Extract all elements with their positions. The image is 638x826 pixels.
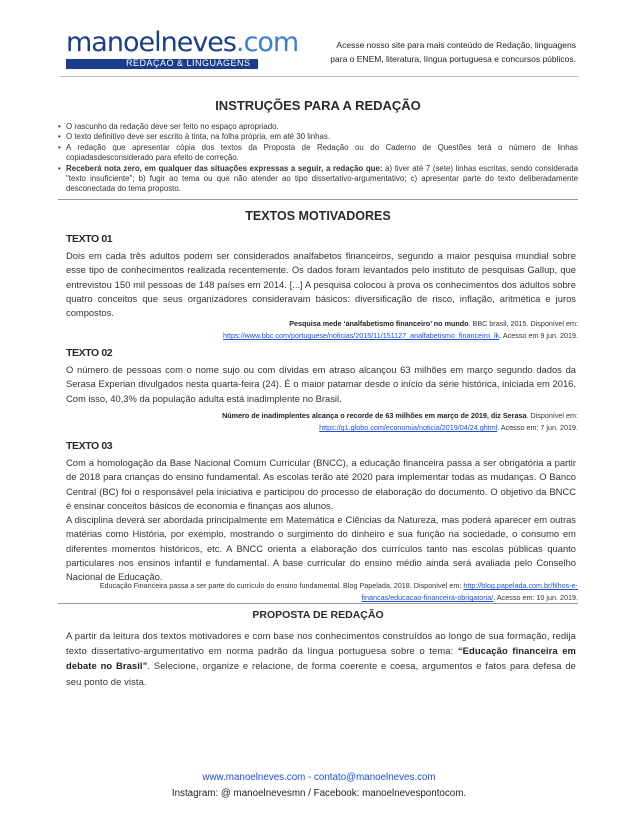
texto-01-source-title: Pesquisa mede ‘analfabetismo financeiro’ no mundo (289, 319, 469, 328)
instruction-item: • A redação que apresentar cópia dos textos da Proposta de Redação ou do Caderno de Questões terá o número de linhas copiadasdesconsiderado para efeito de correção. (58, 143, 578, 164)
header-note-line1: Acesse nosso site para mais conteúdo de Redação, linguagens (336, 40, 576, 50)
texto-02-access-date: . Acesso em: 7 jun. 2019. (497, 423, 578, 432)
instructions-divider (58, 199, 578, 200)
logo-tagline: REDAÇÃO & LINGUAGENS (126, 58, 251, 68)
texto-02-source-text: . Disponível em: (526, 411, 578, 420)
header-note-line2: para o ENEM, literatura, língua portuguesa e concursos públicos. (330, 54, 576, 64)
texto-01-source (108, 318, 578, 342)
texto-01-body: Dois em cada três adultos podem ser considerados analfabetos financeiros, segundo a maior pesquisa mundial sobre esse tipo de conhecimentos realizada recentemente. Os dados foram levantados pelo instituto de pesquisas Gallup, que entrevistou 150 mil pessoas de 148 países em 2014. [...] A pesquisa colocou à prova os conhecimentos dos adultos sobre quatro conceitos que seus organizadores consideravam básicos: diversificação de risco, inflação, aritmética e juros compostos. (66, 250, 576, 319)
texto-03-label: TEXTO 03 (66, 440, 113, 452)
proposal-text-after: . Selecione, organize e relacione, de forma coerente e coesa, argumentos e fatos para defesa de seu ponto de vista. (66, 660, 576, 687)
texto-03-access-date: . Acesso em: 10 jun. 2019. (493, 593, 578, 602)
texto-03-source (66, 580, 578, 604)
header-divider (60, 76, 578, 77)
proposal-text-before: A partir da leitura dos textos motivadores e com base nos conhecimentos construídos ao longo de sua formação, redija texto dissertativo-argumentativo em norma padrão da língua portuguesa sobre o tema: (66, 630, 576, 657)
instructions-list (58, 122, 578, 195)
zero-score-conditions: a) tiver até 7 (sete) linhas escritas, sendo considerada "texto insuficiente"; b) fugir ao tema ou que não atender ao tipo dissertativo-argumentativo; c) apresentar parte do texto deliberadamente desconectada do tema proposto. (66, 163, 578, 194)
logo-wordmark (66, 28, 298, 58)
instructions-title: INSTRUÇÕES PARA A REDAÇÃO (215, 98, 421, 113)
header-note (300, 38, 576, 66)
zero-score-warning: Receberá nota zero, em qualquer das situações expressas a seguir, a redação que: (66, 163, 383, 173)
texto-03-body-p2: A disciplina deverá ser abordada principalmente em Matemática e Ciências da Natureza, mas poderá aparecer em outras matérias como História, por exemplo, mostrando o surgimento do dinheiro e sua função na sociedade, o consumo em diferentes momentos históricos, etc. A BNCC orienta a elaboração dos currículos tanto nas escolas públicas quanto particulares nos ensinos infantil e fundamental. A base curricular do ensino médio ainda será avaliada pelo Conselho Nacional de Educação. (66, 514, 576, 583)
texto-03-body-p1: Com a homologação da Base Nacional Comum Curricular (BNCC), a educação financeira passa a ser obrigatória a partir de 2018 para crianças do ensino fundamental. As escolas terão até 2020 para implementar todas as mudanças. O Banco Central (BC) foi o responsável pela iniciativa e participou do processo de elaboração do documento. O objetivo da BNCC é ensinar conceitos básicos de economia e finanças aos alunos. (66, 457, 576, 511)
instruction-item-zero (58, 164, 578, 195)
texto-02-source (108, 410, 578, 434)
texto-01-source-text: . BBC brasil, 2015. Disponível em: (468, 319, 578, 328)
texto-02-source-link[interactable]: https://g1.globo.com/economia/noticia/2019/04/24.ghtml (319, 423, 498, 432)
proposal-divider (58, 603, 578, 604)
texto-02-source-title: Número de inadimplentes alcança o recorde de 63 milhões em março de 2019, diz Serasa (222, 411, 527, 420)
footer-contact-links[interactable]: www.manoelneves.com - contato@manoelneves.com (202, 772, 436, 783)
texto-03-source-link[interactable]: http://blog.papelada.com.br/filhos-e-financas/educacao-financeira-obrigatoria/ (361, 581, 578, 602)
texto-01-label: TEXTO 01 (66, 233, 113, 245)
instruction-item: • O texto definitivo deve ser escrito à tinta, na folha própria, em até 30 linhas. (58, 132, 578, 142)
texto-01-source-link[interactable]: https://www.bbc.com/portuguese/noticias/2015/11/151127_analfabetismo_financeiro_lk (223, 331, 500, 340)
texto-02-label: TEXTO 02 (66, 347, 113, 359)
texto-01-access-date: . Acesso em 9 jun. 2019. (499, 331, 578, 340)
proposal-theme: “Educação financeira em debate no Brasil” (66, 645, 576, 672)
texto-02-body: O número de pessoas com o nome sujo ou com dívidas em atraso alcançou 63 milhões em março segundo dados da Serasa Experian divulgados nesta quarta-feira (24). É o maior patamar desde o início da série histórica, iniciada em 2016. Com isso, 40,3% da população adulta está inadimplente no Brasil. (66, 364, 576, 404)
footer-social: Instagram: @ manoelnevesmn / Facebook: manoelnevespontocom. (171, 788, 467, 799)
site-logo[interactable] (66, 27, 299, 68)
motivators-title: TEXTOS MOTIVADORES (245, 209, 391, 223)
texto-03-source-text: Educação Financeira passa a ser parte do currículo do ensino fundamental. Blog Papelada, 2018. Disponível em: (99, 581, 464, 590)
logo-name: manoelneves (66, 27, 236, 58)
instruction-item: • O rascunho da redação deve ser feito no espaço apropriado. (58, 122, 578, 132)
proposal-title: PROPOSTA DE REDAÇÃO (252, 609, 384, 621)
proposal-body (66, 628, 576, 689)
logo-domain: .com (235, 27, 299, 58)
